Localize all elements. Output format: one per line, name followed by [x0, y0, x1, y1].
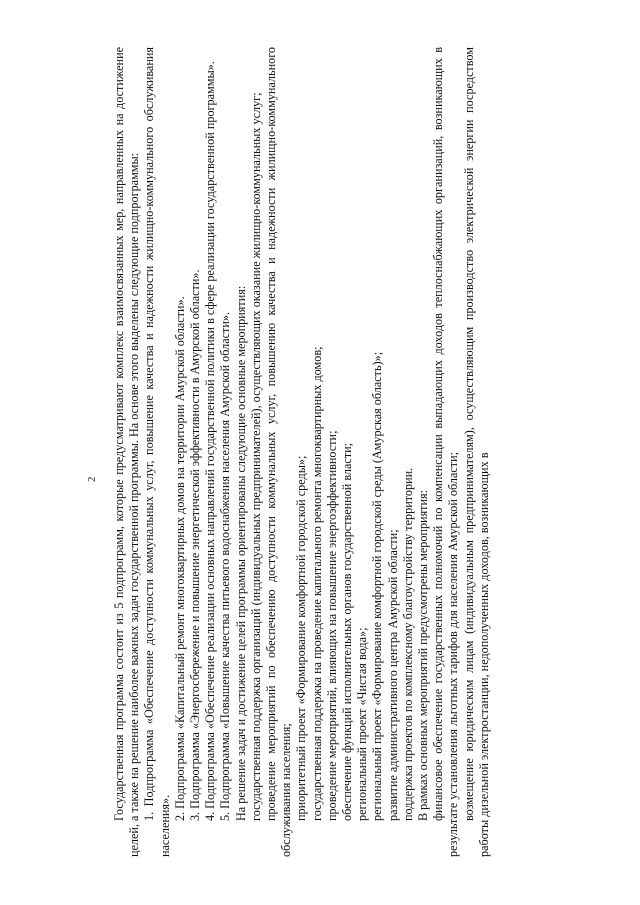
subprogram-3: 3. Подпрограмма «Энергосбережение и повышение энергетической эффективности в Амурской области».: [188, 269, 203, 821]
subprogram-2: 2. Подпрограмма «Капитальный ремонт многоквартирных домов на территории Амурской области».: [172, 296, 187, 821]
measure-item: региональный проект «Чистая вода»;: [355, 627, 370, 821]
measure-item: поддержка проектов по комплексному благоустройству территории.: [400, 467, 415, 821]
measure-item: региональный проект «Формирование комфортной городской среды (Амурская область)»;: [370, 351, 385, 821]
subprogram-4: 4. Подпрограмма «Обеспечение реализации основных направлений государственной политики в сфере реализации государственной программы».: [203, 61, 218, 821]
page-number: 2: [86, 476, 98, 482]
measure-item: обеспечение функций исполнительных органов государственной власти;: [340, 442, 355, 821]
measure-item: проведение мероприятий по обеспечению доступности коммунальных услуг, повышению качества и надежности жилищно-коммунального обслуживания населения;: [264, 47, 294, 857]
intro-paragraph: Государственная программа состоит из 5 подпрограмм, которые предусматривают комплекс взаимосвязанных мер, направленных на достижение целей, а также на решение наиболее важных задач государственной программы. На основе этого выделены следующие подпрограммы:: [112, 47, 142, 857]
subprogram-5: 5. Подпрограмма «Повышение качества питьевого водоснабжения населения Амурской области».: [218, 311, 233, 821]
sub-measures-intro: В рамках основных мероприятий предусмотрены мероприятия:: [416, 489, 431, 821]
sub-measure-item: возмещение юридическим лицам (индивидуальным предпринимателям), осуществляющим производство электрической энергии посредством работы дизельной электростанции, недополученных доходов, возникающих в: [461, 47, 491, 857]
sub-measure-item: финансовое обеспечение государственных полномочий по компенсации выпадающих доходов теплоснабжающих организаций, возникающих в результате установления льготных тарифов для населения Амурской области;: [431, 47, 461, 857]
measure-item: проведение мероприятий, влияющих на повышение энергоэффективности;: [324, 430, 339, 821]
measure-item: развитие административного центра Амурской области;: [385, 529, 400, 821]
measures-intro: На решение задач и достижение целей программы ориентированы следующие основные мероприятия:: [233, 285, 248, 821]
document-body: [112, 47, 492, 857]
measure-item: государственная поддержка на проведение капитального ремонта многоквартирных домов;: [309, 346, 324, 821]
measure-item: государственная поддержка организаций (индивидуальных предпринимателей), осуществляющих оказание жилищно-коммунальных услуг;: [248, 92, 263, 821]
measure-item: приоритетный проект «Формирование комфортной городской среды»;: [294, 455, 309, 821]
subprogram-1: 1. Подпрограмма «Обеспечение доступности коммунальных услуг, повышение качества и надежности жилищно-коммунального обслуживания населения».: [142, 47, 172, 857]
